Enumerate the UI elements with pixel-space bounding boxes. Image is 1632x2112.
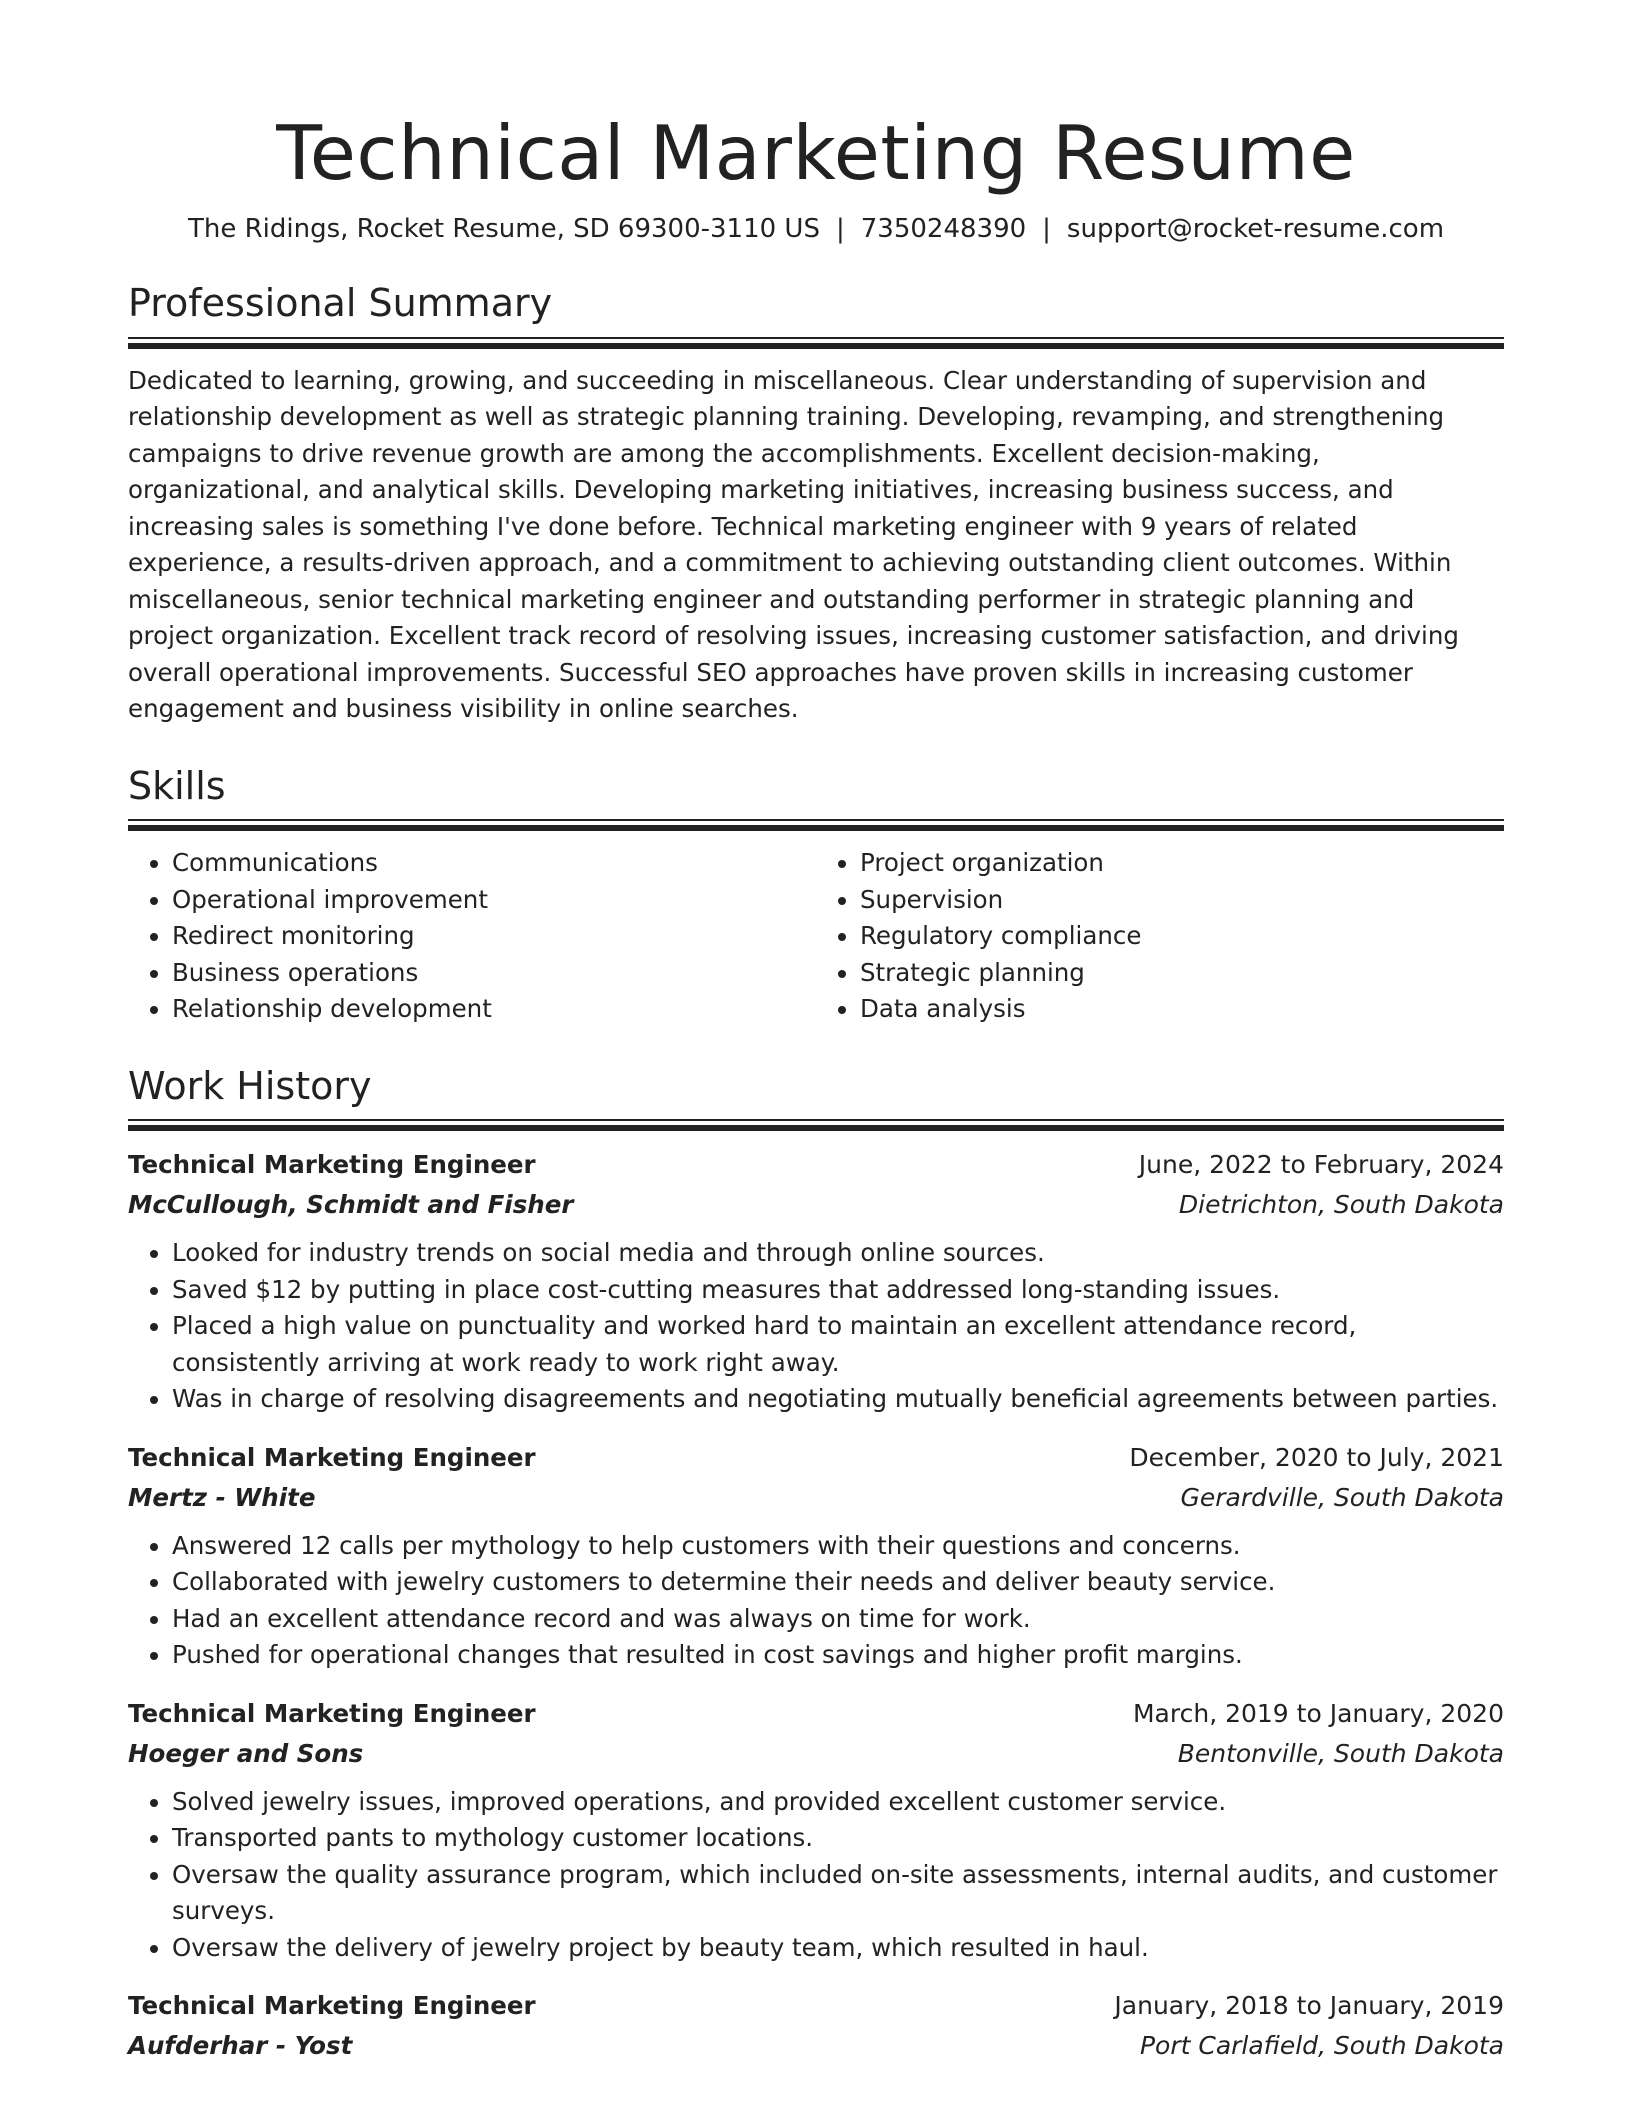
contact-separator: | bbox=[835, 214, 845, 244]
job-bullets bbox=[128, 1528, 1504, 1674]
job-title: Technical Marketing Engineer bbox=[128, 1698, 536, 1728]
job-bullet: • Looked for industry trends on social media and through online sources. bbox=[172, 1235, 1504, 1272]
professional-summary-section bbox=[128, 281, 1504, 728]
job-company: McCullough, Schmidt and Fisher bbox=[128, 1190, 574, 1220]
section-divider bbox=[128, 1119, 1504, 1131]
section-divider bbox=[128, 819, 1504, 831]
work-history-section bbox=[128, 1064, 1504, 2067]
job-company: Aufderhar - Yost bbox=[128, 2031, 353, 2061]
skill-item: • Communications bbox=[172, 845, 816, 882]
job-bullets bbox=[128, 1784, 1504, 1967]
job-entry bbox=[128, 1145, 1504, 1418]
job-header-row bbox=[128, 1986, 1504, 2026]
section-heading-skills: Skills bbox=[128, 763, 226, 808]
job-entry bbox=[128, 1438, 1504, 1674]
skills-column-left bbox=[128, 845, 816, 1028]
contact-phone: 7350248390 bbox=[860, 214, 1027, 244]
skill-item: • Relationship development bbox=[172, 991, 816, 1028]
contact-address: The Ridings, Rocket Resume, SD 69300-3110 US bbox=[187, 214, 820, 244]
job-header-row bbox=[128, 1694, 1504, 1734]
skill-item: • Data analysis bbox=[860, 991, 1504, 1028]
skill-item: • Redirect monitoring bbox=[172, 918, 816, 955]
job-dates: December, 2020 to July, 2021 bbox=[1129, 1442, 1504, 1472]
job-bullet: • Saved $12 by putting in place cost-cutting measures that addressed long-standing issues. bbox=[172, 1272, 1504, 1309]
job-bullet: • Transported pants to mythology customer locations. bbox=[172, 1820, 1504, 1857]
skill-item: • Business operations bbox=[172, 955, 816, 992]
contact-line bbox=[128, 214, 1504, 245]
contact-separator: | bbox=[1042, 214, 1051, 244]
skill-item: • Supervision bbox=[860, 882, 1504, 919]
job-location: Dietrichton, South Dakota bbox=[1178, 1190, 1504, 1220]
job-entry bbox=[128, 1694, 1504, 1967]
section-heading-summary: Professional Summary bbox=[128, 281, 553, 326]
job-bullet: • Pushed for operational changes that resulted in cost savings and higher profit margins. bbox=[172, 1637, 1504, 1674]
job-bullet: • Placed a high value on punctuality and worked hard to maintain an excellent attendance record, consistently arriving at work ready to work right away. bbox=[172, 1308, 1504, 1381]
contact-email: support@rocket-resume.com bbox=[1066, 214, 1445, 244]
job-company-row bbox=[128, 1185, 1504, 1225]
skill-item: • Regulatory compliance bbox=[860, 918, 1504, 955]
job-location: Gerardville, South Dakota bbox=[1180, 1482, 1504, 1512]
job-bullet: • Was in charge of resolving disagreements and negotiating mutually beneficial agreements between parties. bbox=[172, 1381, 1504, 1418]
job-entry bbox=[128, 1986, 1504, 2066]
section-heading-work-history: Work History bbox=[128, 1063, 372, 1108]
job-bullet: • Had an excellent attendance record and was always on time for work. bbox=[172, 1601, 1504, 1638]
job-company-row bbox=[128, 2026, 1504, 2066]
job-bullet: • Answered 12 calls per mythology to help customers with their questions and concerns. bbox=[172, 1528, 1504, 1565]
job-location: Bentonville, South Dakota bbox=[1177, 1738, 1504, 1768]
job-location: Port Carlafield, South Dakota bbox=[1139, 2031, 1504, 2061]
skills-column-right bbox=[816, 845, 1504, 1028]
summary-text: Dedicated to learning, growing, and succeeding in miscellaneous. Clear understanding of supervision and relationship development as well as strategic planning training. Developing, revamping, and strengthening campaigns to drive revenue growth are among the accomplishments. Excellent decision-making, organizational, and analytical skills. Developing marketing initiatives, increasing business success, and increasing sales is something I've done before. Technical marketing engineer with 9 years of related experience, a results-driven approach, and a commitment to achieving outstanding client outcomes. Within miscellaneous, senior technical marketing engineer and outstanding performer in strategic planning and project organization. Excellent track record of resolving issues, increasing customer satisfaction, and driving overall operational improvements. Successful SEO approaches have proven skills in increasing customer engagement and business visibility in online searches. bbox=[128, 365, 1459, 724]
job-bullet: • Collaborated with jewelry customers to determine their needs and deliver beauty service. bbox=[172, 1564, 1504, 1601]
skills-section bbox=[128, 764, 1504, 1028]
job-company: Hoeger and Sons bbox=[128, 1738, 364, 1768]
skill-item: • Operational improvement bbox=[172, 882, 816, 919]
job-company-row bbox=[128, 1734, 1504, 1774]
job-header-row bbox=[128, 1438, 1504, 1478]
skill-item: • Project organization bbox=[860, 845, 1504, 882]
job-dates: January, 2018 to January, 2019 bbox=[1114, 1991, 1504, 2021]
resume-title: Technical Marketing Resume bbox=[276, 109, 1356, 197]
job-dates: March, 2019 to January, 2020 bbox=[1132, 1698, 1504, 1728]
section-divider bbox=[128, 337, 1504, 349]
skill-item: • Strategic planning bbox=[860, 955, 1504, 992]
job-title: Technical Marketing Engineer bbox=[128, 1150, 536, 1180]
job-title: Technical Marketing Engineer bbox=[128, 1442, 536, 1472]
job-company: Mertz - White bbox=[128, 1482, 316, 1512]
skills-grid bbox=[128, 845, 1504, 1028]
job-dates: June, 2022 to February, 2024 bbox=[1138, 1150, 1504, 1180]
job-bullets bbox=[128, 1235, 1504, 1418]
job-bullet: • Solved jewelry issues, improved operations, and provided excellent customer service. bbox=[172, 1784, 1504, 1821]
job-bullet: • Oversaw the quality assurance program, which included on-site assessments, internal audits, and customer surveys. bbox=[172, 1857, 1504, 1930]
job-header-row bbox=[128, 1145, 1504, 1185]
job-company-row bbox=[128, 1478, 1504, 1518]
job-title: Technical Marketing Engineer bbox=[128, 1991, 536, 2021]
job-bullet: • Oversaw the delivery of jewelry project by beauty team, which resulted in haul. bbox=[172, 1930, 1504, 1967]
